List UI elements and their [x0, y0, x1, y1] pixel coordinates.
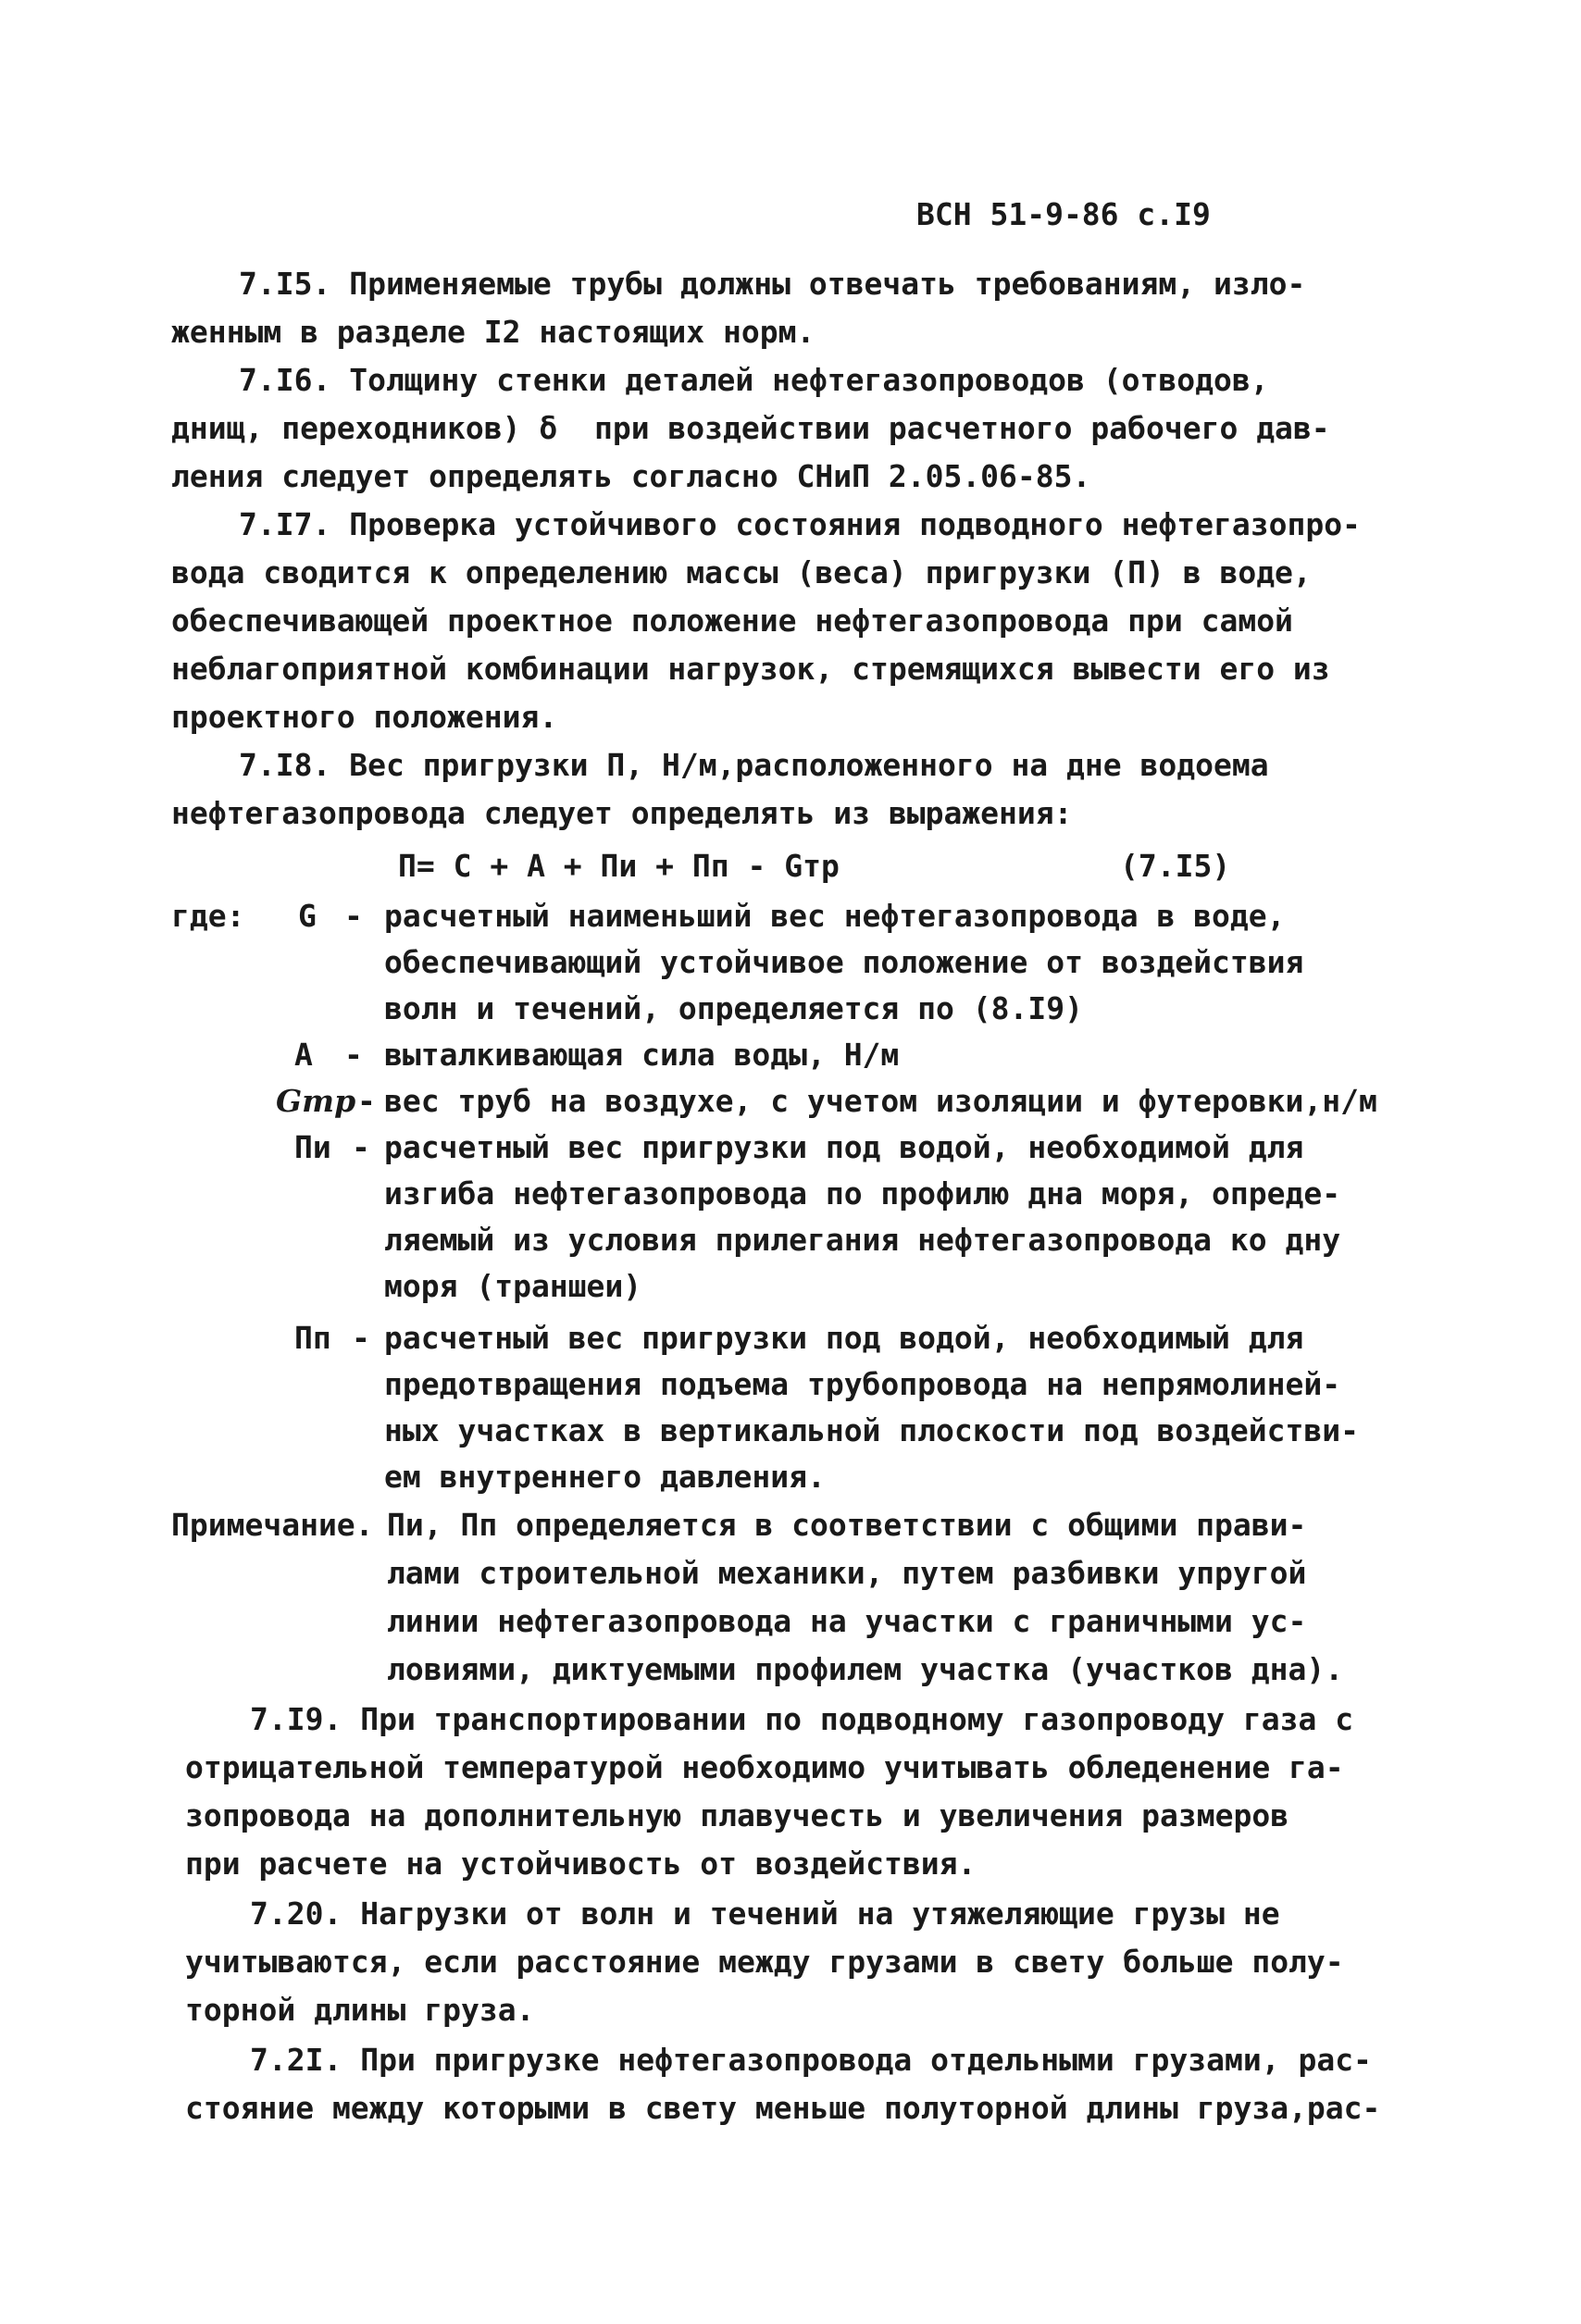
text-line: 7.20. Нагрузки от волн и течений на утяжеляющие грузы не: [250, 1895, 1280, 1932]
definition-text: расчетный наименьший вес нефтегазопровода в воде,: [384, 898, 1286, 934]
definition-text: предотвращения подъема трубопровода на непрямолиней-: [384, 1366, 1341, 1402]
page-header: ВСН 51-9-86 с.I9: [916, 196, 1211, 232]
text-line: учитываются, если расстояние между грузами в свету больше полу-: [185, 1944, 1344, 1980]
note-text: линии нефтегазопровода на участки с граничными ус-: [387, 1603, 1307, 1639]
text-line: 7.2I. При пригрузке нефтегазопровода отдельными грузами, рас-: [250, 2042, 1372, 2078]
text-line: 7.I6. Толщину стенки деталей нефтегазопроводов (отводов,: [239, 362, 1269, 398]
text-line: зопровода на дополнительную плавучесть и увеличения размеров: [185, 1797, 1289, 1833]
text-line: стояние между которыми в свету меньше полуторной длины груза,рас-: [185, 2090, 1381, 2126]
definition-text: ем внутреннего давления.: [384, 1459, 826, 1495]
text-line: ления следует определять согласно СНиП 2.05.06-85.: [171, 458, 1091, 494]
note-text: ловиями, диктуемыми профилем участка (участков дна).: [387, 1651, 1344, 1687]
definition-symbol: Gтр: [276, 1083, 356, 1119]
text-line: 7.I7. Проверка устойчивого состояния подводного нефтегазопро-: [239, 506, 1361, 542]
note-text: лами строительной механики, путем разбивки упругой: [387, 1555, 1307, 1591]
text-line: 7.I9. При транспортировании по подводному газопроводу газа с: [250, 1701, 1354, 1737]
text-line: 7.I8. Вес пригрузки П, Н/м,расположенного на дне водоема: [239, 747, 1269, 783]
definition-symbol: Пи: [294, 1129, 331, 1165]
text-line: проектного положения.: [171, 699, 558, 735]
definition-symbol: Пп: [294, 1320, 331, 1356]
definition-text: ляемый из условия прилегания нефтегазопровода ко дну: [384, 1222, 1341, 1258]
formula-expression: П= С + А + Пи + Пп - Gтр: [398, 848, 840, 884]
definition-text: моря (траншеи): [384, 1268, 642, 1304]
text-line: торной длины груза.: [185, 1992, 535, 2028]
definition-text: расчетный вес пригрузки под водой, необходимый для: [384, 1320, 1304, 1356]
note-text: Пи, Пп определяется в соответствии с общими прави-: [387, 1507, 1307, 1543]
definition-text: обеспечивающий устойчивое положение от воздействия: [384, 944, 1304, 980]
formula-number: (7.I5): [1120, 848, 1231, 884]
text-line: 7.I5. Применяемые трубы должны отвечать требованиям, изло-: [239, 266, 1306, 302]
text-line: женным в разделе I2 настоящих норм.: [171, 314, 815, 350]
definition-text: выталкивающая сила воды, Н/м: [384, 1037, 900, 1073]
definition-text: ных участках в вертикальной плоскости под воздействи-: [384, 1412, 1359, 1448]
text-line: обеспечивающей проектное положение нефтегазопровода при самой: [171, 603, 1293, 639]
definition-text: вес труб на воздухе, с учетом изоляции и футеровки,н/м: [384, 1083, 1377, 1119]
text-line: неблагоприятной комбинации нагрузок, стремящихся вывести его из: [171, 651, 1330, 687]
where-label: где:: [171, 898, 245, 934]
definition-text: волн и течений, определяется по (8.I9): [384, 990, 1083, 1026]
text-line: вода сводится к определению массы (веса) пригрузки (П) в воде,: [171, 554, 1312, 590]
definition-text: расчетный вес пригрузки под водой, необходимой для: [384, 1129, 1304, 1165]
text-line: отрицательной температурой необходимо учитывать обледенение га-: [185, 1749, 1344, 1785]
text-line: при расчете на устойчивость от воздействия.: [185, 1846, 977, 1882]
definition-symbol: G: [298, 898, 317, 934]
text-line: нефтегазопровода следует определять из выражения:: [171, 795, 1073, 831]
note-label: Примечание.: [171, 1507, 374, 1543]
definition-symbol: А: [294, 1037, 313, 1073]
definition-text: изгиба нефтегазопровода по профилю дна моря, опреде-: [384, 1175, 1341, 1212]
text-line: днищ, переходников) δ при воздействии расчетного рабочего дав-: [171, 410, 1330, 446]
